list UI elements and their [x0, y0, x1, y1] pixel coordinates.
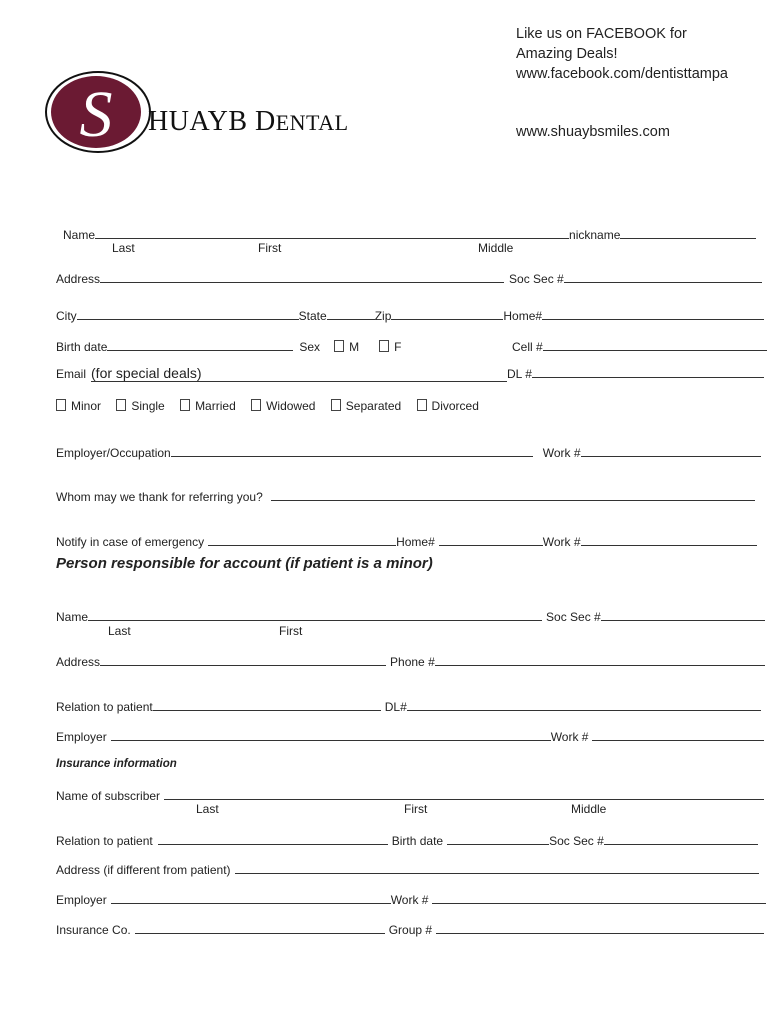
name-label: Name: [63, 228, 96, 242]
facebook-promo: [516, 24, 728, 84]
name-field[interactable]: [95, 227, 569, 239]
responsible-phone-label: Phone #: [390, 655, 435, 669]
responsible-work-label: Work #: [550, 730, 589, 744]
checkbox-icon: [331, 399, 341, 411]
sex-male-option[interactable]: M: [334, 340, 359, 354]
responsible-last-hint: Last: [108, 624, 131, 638]
birth-date-label: Birth date: [56, 340, 108, 354]
state-label: State: [298, 309, 327, 323]
address-field[interactable]: [100, 271, 504, 283]
responsible-employer-label: Employer: [56, 730, 107, 744]
insurance-employer-label: Employer: [56, 893, 107, 907]
status-divorced[interactable]: Divorced: [417, 399, 479, 413]
insurance-group-field[interactable]: [436, 922, 764, 934]
referral-row: [56, 489, 755, 504]
brand-name: HUAYB DENTAL: [148, 106, 349, 137]
soc-sec-label: Soc Sec #: [509, 272, 564, 286]
home-phone-field[interactable]: [542, 308, 764, 320]
cell-label: Cell #: [512, 340, 543, 354]
emergency-row: [56, 534, 757, 549]
status-single[interactable]: Single: [116, 399, 164, 413]
name-row: [63, 227, 756, 242]
insurance-work-field[interactable]: [432, 892, 766, 904]
status-minor[interactable]: Minor: [56, 399, 101, 413]
responsible-relation-row: [56, 699, 761, 714]
insurance-birth-date-label: Birth date: [391, 834, 444, 848]
subscriber-label: Name of subscriber: [56, 789, 161, 803]
responsible-employer-row: [56, 729, 764, 744]
checkbox-icon: [334, 340, 344, 352]
status-separated[interactable]: Separated: [331, 399, 401, 413]
insurance-relation-label: Relation to patient: [56, 834, 153, 848]
emergency-home-field[interactable]: [439, 534, 543, 546]
subscriber-row: [56, 788, 764, 803]
email-note: (for special deals): [91, 365, 202, 381]
insurance-company-row: [56, 922, 764, 937]
insurance-soc-sec-label: Soc Sec #: [549, 834, 604, 848]
dl-field[interactable]: [532, 366, 764, 378]
city-field[interactable]: [77, 308, 299, 320]
responsible-dl-label: DL#: [384, 700, 407, 714]
email-row: [56, 366, 764, 382]
checkbox-icon: [180, 399, 190, 411]
city-label: City: [56, 309, 77, 323]
checkbox-icon: [251, 399, 261, 411]
insurance-group-label: Group #: [388, 923, 433, 937]
insurance-heading: Insurance information: [56, 758, 177, 770]
responsible-address-field[interactable]: [100, 654, 386, 666]
zip-field[interactable]: [391, 308, 503, 320]
cell-row: [512, 339, 767, 354]
responsible-name-row: [56, 609, 765, 624]
name-middle-hint: Middle: [478, 241, 514, 255]
status-widowed[interactable]: Widowed: [251, 399, 315, 413]
nickname-label: nickname: [569, 228, 621, 242]
referral-field[interactable]: [271, 489, 755, 501]
insurance-address-label: Address (if different from patient): [56, 863, 231, 877]
responsible-address-row: [56, 654, 765, 669]
checkbox-icon: [116, 399, 126, 411]
insurance-company-label: Insurance Co.: [56, 923, 131, 937]
responsible-name-field[interactable]: [88, 609, 542, 621]
state-field[interactable]: [327, 308, 375, 320]
responsible-name-label: Name: [56, 610, 89, 624]
responsible-soc-sec-field[interactable]: [601, 609, 765, 621]
employer-row: [56, 445, 761, 460]
sex-label: Sex: [299, 340, 321, 354]
facebook-url[interactable]: www.facebook.com/dentisttampa: [516, 66, 728, 82]
work-phone-label: Work #: [542, 446, 581, 460]
insurance-birth-date-field[interactable]: [447, 833, 549, 845]
nickname-field[interactable]: [620, 227, 756, 239]
facebook-line-1: Like us on FACEBOOK for: [516, 26, 687, 42]
subscriber-last-hint: Last: [196, 802, 219, 816]
work-phone-field[interactable]: [581, 445, 761, 457]
responsible-first-hint: First: [279, 624, 303, 638]
soc-sec-field[interactable]: [564, 271, 762, 283]
emergency-home-label: Home#: [396, 535, 435, 549]
subscriber-middle-hint: Middle: [571, 802, 607, 816]
name-first-hint: First: [258, 241, 282, 255]
email-field[interactable]: [91, 366, 507, 382]
responsible-relation-field[interactable]: [153, 699, 381, 711]
address-row: [56, 271, 762, 286]
home-phone-label: Home#: [503, 309, 543, 323]
insurance-relation-row: [56, 833, 758, 848]
checkbox-icon: [379, 340, 389, 352]
insurance-employer-row: [56, 892, 766, 907]
insurance-address-row: [56, 862, 759, 877]
email-label: Email: [56, 367, 87, 381]
insurance-work-label: Work #: [390, 893, 429, 907]
insurance-employer-field[interactable]: [111, 892, 391, 904]
logo-initial: S: [79, 78, 113, 151]
logo-emblem: [44, 70, 152, 154]
facebook-line-2: Amazing Deals!: [516, 46, 618, 62]
sex-female-option[interactable]: F: [379, 340, 401, 354]
responsible-dl-field[interactable]: [407, 699, 761, 711]
responsible-heading: Person responsible for account (if patient is a minor): [56, 555, 433, 572]
zip-label: Zip: [374, 309, 392, 323]
responsible-relation-label: Relation to patient: [56, 700, 153, 714]
insurance-company-field[interactable]: [135, 922, 385, 934]
address-label: Address: [56, 272, 101, 286]
birth-row: [56, 339, 401, 354]
emergency-field[interactable]: [208, 534, 396, 546]
birth-date-field[interactable]: [107, 339, 293, 351]
subscriber-field[interactable]: [164, 788, 764, 800]
status-married[interactable]: Married: [180, 399, 236, 413]
emergency-label: Notify in case of emergency: [56, 535, 205, 549]
responsible-employer-field[interactable]: [111, 729, 551, 741]
insurance-relation-field[interactable]: [158, 833, 388, 845]
referral-label: Whom may we thank for referring you?: [56, 490, 263, 504]
name-last-hint: Last: [112, 241, 135, 255]
cell-field[interactable]: [543, 339, 767, 351]
subscriber-first-hint: First: [404, 802, 428, 816]
checkbox-icon: [56, 399, 66, 411]
responsible-phone-field[interactable]: [435, 654, 765, 666]
employer-field[interactable]: [171, 445, 533, 457]
emergency-work-field[interactable]: [581, 534, 757, 546]
responsible-work-field[interactable]: [592, 729, 764, 741]
dl-label: DL #: [507, 367, 532, 381]
insurance-soc-sec-field[interactable]: [604, 833, 758, 845]
website-url[interactable]: www.shuaybsmiles.com: [516, 124, 670, 140]
city-row: [56, 308, 764, 323]
insurance-address-field[interactable]: [235, 862, 759, 874]
employer-label: Employer/Occupation: [56, 446, 171, 460]
responsible-soc-sec-label: Soc Sec #: [546, 610, 601, 624]
responsible-address-label: Address: [56, 655, 101, 669]
emergency-work-label: Work #: [542, 535, 581, 549]
marital-status-row: [56, 399, 479, 413]
checkbox-icon: [417, 399, 427, 411]
